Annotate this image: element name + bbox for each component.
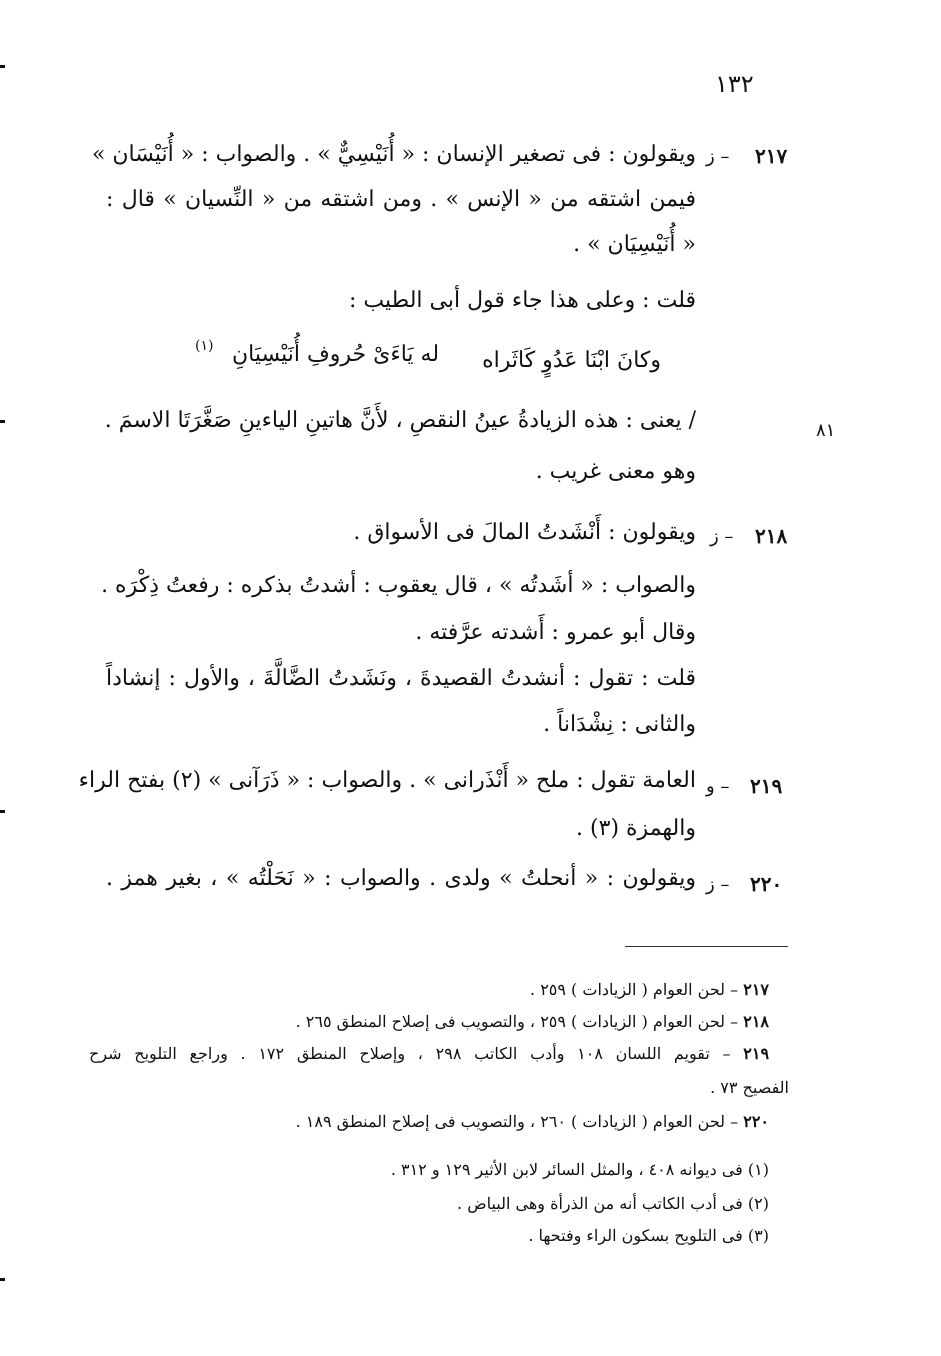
footnote-text: – لحن العوام ( الزيادات ) ٢٥٩ ، والتصويب فى إصلاح المنطق ٢٦٥ . xyxy=(295,1012,739,1031)
text-line: ويقولون : « أنحلتُ » ولدى . والصواب : « نَحَلْتُه » ، بغير همز . xyxy=(106,866,696,891)
entry-tag: – ز xyxy=(710,526,734,547)
footnote-text: – لحن العوام ( الزيادات ) ٢٦٠ ، والتصويب فى إصلاح المنطق ١٨٩ . xyxy=(295,1112,739,1131)
entry-tag: – و xyxy=(706,776,730,797)
text-line: قلت : وعلى هذا جاء قول أبى الطيب : xyxy=(349,288,696,313)
text-line: وهو معنى غريب . xyxy=(535,459,696,484)
footnote-number: ٢١٩ xyxy=(743,1044,770,1063)
note-footnote: (٢) فى أدب الكاتب أنه من الذرأة وهى البياض . xyxy=(457,1194,769,1213)
text-line: والصواب : « أشَدتُه » ، قال يعقوب : أشدتُ بذكره : رفعتُ ذِكْرَه . xyxy=(101,573,696,598)
edge-mark xyxy=(0,810,5,813)
entry-number: ٢٢٠ xyxy=(750,872,783,896)
entry-tag: – ز xyxy=(706,146,730,167)
footnote-continuation: الفصيح ٧٣ . xyxy=(710,1078,789,1097)
footnote-ref: (١) xyxy=(195,338,214,354)
source-footnote xyxy=(530,980,769,999)
text-line: « أُنَيْسِيَان » . xyxy=(573,232,696,257)
text-line: ويقولون : فى تصغير الإنسان : « أُنَيْسِيٌّ » . والصواب : « أُنَيْسَان » xyxy=(91,142,696,167)
verse-hemistich-right: وكانَ ابْنَا عَدُوٍ كَاثَراه xyxy=(482,348,661,373)
entry-tag: – ز xyxy=(706,874,730,895)
page-number: ١٣٢ xyxy=(715,70,754,98)
entry-number: ٢١٩ xyxy=(750,774,783,798)
text-line: قلت : تقول : أنشدتُ القصيدةَ ، ونَشَدتُ الضَّالَّةَ ، والأول : إنشاداً xyxy=(106,666,696,691)
text-line: / يعنى : هذه الزيادةُ عينُ النقصِ ، لأَنَّ هاتينِ الياءينِ صَغَّرَتَا الاسمَ . xyxy=(104,408,696,433)
text-line: فيمن اشتقه من « الإنس » . ومن اشتقه من « النِّسيان » قال : xyxy=(106,187,696,212)
footnote-number: ٢١٨ xyxy=(743,1012,769,1031)
footnote-text: – لحن العوام ( الزيادات ) ٢٥٩ . xyxy=(530,980,739,999)
footnote-number: ٢٢٠ xyxy=(743,1112,769,1131)
text-line: وقال أبو عمرو : أَشدته عرَّفته . xyxy=(415,620,696,645)
edge-mark xyxy=(0,420,5,423)
entry-number: ٢١٨ xyxy=(755,524,788,548)
footnote-text: – تقويم اللسان ١٠٨ وأدب الكاتب ٢٩٨ ، وإصلاح المنطق ١٧٢ . وراجع التلويح شرح xyxy=(89,1044,731,1063)
footnote-separator xyxy=(625,946,788,947)
footnote-number: ٢١٧ xyxy=(743,980,769,999)
entry-number: ٢١٧ xyxy=(755,144,788,168)
source-footnote xyxy=(296,1012,769,1031)
source-footnote xyxy=(89,1044,769,1063)
verse-hemistich-left: له يَاءَىْ حُروفِ أُنَيْسِيَانِ xyxy=(232,342,440,367)
text-line: العامة تقول : ملح « أَنْذَرانى » . والصواب : « ذَرَآنى » (٢) بفتح الراء xyxy=(78,768,696,793)
edge-mark xyxy=(0,65,5,68)
edge-mark xyxy=(0,1278,5,1281)
text-line: والهمزة (٣) . xyxy=(576,816,696,841)
text-line: ويقولون : أَنْشَدتُ المالَ فى الأسواق . xyxy=(353,520,696,545)
text-line: والثانى : نِشْدَاناً . xyxy=(543,712,696,737)
margin-number: ٨١ xyxy=(816,420,836,441)
note-footnote: (٣) فى التلويح بسكون الراء وفتحها . xyxy=(528,1226,769,1245)
source-footnote xyxy=(296,1112,769,1131)
note-footnote: (١) فى ديوانه ٤٠٨ ، والمثل السائر لابن الأثير ١٢٩ و ٣١٢ . xyxy=(390,1160,769,1179)
